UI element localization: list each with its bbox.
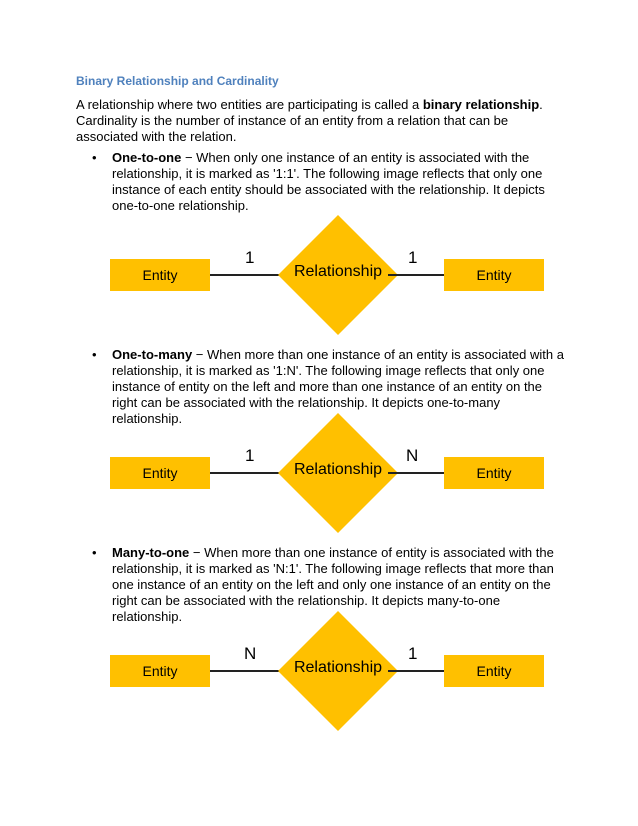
bullet-marker: •: [92, 347, 97, 362]
er-diagram-many-to-one: [110, 610, 546, 732]
bullet-one-to-one: [92, 150, 568, 214]
right-entity-box: Entity: [444, 655, 544, 687]
bullet-title: One-to-one: [112, 150, 182, 165]
bullet-text: − When only one instance of an entity is associated with the relationship, it is marked as '1:1'. The following image reflects that only one instance of each entity should be associated with the relationship. It depicts one-to-one relationship.: [112, 150, 545, 213]
right-entity-box: Entity: [444, 457, 544, 489]
left-cardinality: N: [244, 644, 257, 663]
section-heading: Binary Relationship and Cardinality: [76, 74, 279, 88]
intro-text-before: A relationship where two entities are participating is called a: [76, 97, 423, 112]
bullet-title: One-to-many: [112, 347, 193, 362]
er-diagram-one-to-one: [110, 214, 546, 336]
intro-paragraph: [76, 97, 566, 145]
bullet-marker: •: [92, 150, 97, 165]
right-cardinality: 1: [408, 644, 418, 663]
bullet-text: − When more than one instance of entity is associated with the relationship, it is marked as 'N:1'. The following image reflects that more than one instance of an entity on the left and only one instance of an entity on the right can be associated with the relationship. It depicts many-to-one relationship.: [112, 545, 554, 624]
relationship-label: Relationship: [293, 263, 383, 280]
bullet-title: Many-to-one: [112, 545, 190, 560]
left-entity-box: Entity: [110, 259, 210, 291]
right-connector-line: [388, 274, 446, 276]
left-cardinality: 1: [245, 248, 255, 267]
right-connector-line: [388, 472, 446, 474]
bullet-marker: •: [92, 545, 97, 560]
er-diagram-one-to-many: [110, 412, 546, 534]
right-entity-box: Entity: [444, 259, 544, 291]
intro-text-after: . Cardinality is the number of instance of an entity from a relation that can be associated with the relation.: [76, 97, 543, 144]
right-cardinality: 1: [408, 248, 418, 267]
bullet-text: − When more than one instance of an entity is associated with a relationship, it is marked as '1:N'. The following image reflects that only one instance of entity on the left and more than one instance of an entity on the right can be associated with the relationship. It depicts one-to-many relationship.: [112, 347, 564, 426]
right-connector-line: [388, 670, 446, 672]
intro-bold-term: binary relationship: [422, 97, 540, 112]
relationship-label: Relationship: [293, 659, 383, 676]
left-entity-box: Entity: [110, 655, 210, 687]
left-entity-box: Entity: [110, 457, 210, 489]
left-cardinality: 1: [245, 446, 255, 465]
relationship-label: Relationship: [293, 461, 383, 478]
right-cardinality: N: [406, 446, 419, 465]
